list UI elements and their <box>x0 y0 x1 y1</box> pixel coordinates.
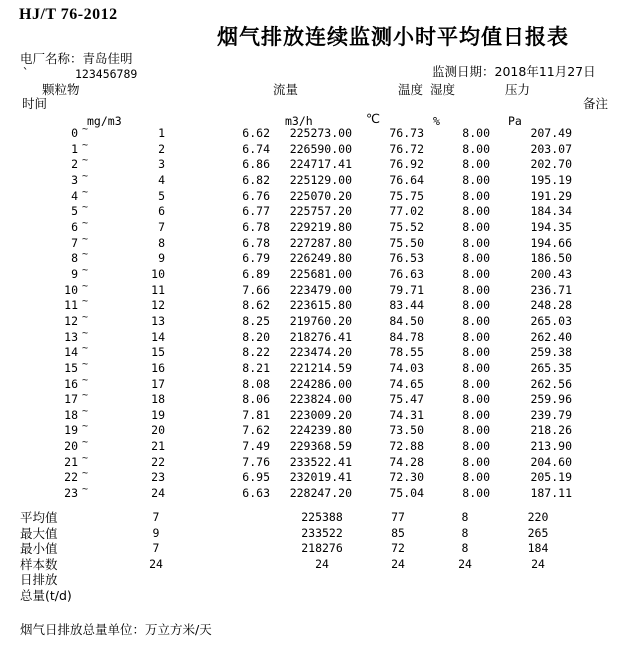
flow-value: 226590.00 <box>289 141 352 156</box>
table-row <box>0 204 624 220</box>
pressure-value: 184.34 <box>530 204 572 219</box>
particulate-value: 6.62 <box>242 126 270 140</box>
plant-name-label: 电厂名称： <box>20 51 83 66</box>
humidity-value: 8.00 <box>462 329 490 344</box>
humidity-value: 8.00 <box>462 282 490 297</box>
hour-start: 1 <box>71 141 78 156</box>
hour-end: 8 <box>158 235 165 250</box>
hour-start: 23 <box>64 486 78 501</box>
temperature-value: 76.92 <box>389 157 424 172</box>
table-row <box>0 311 624 330</box>
summary-label: 最小值 <box>20 541 58 556</box>
flow-value: 223474.20 <box>289 345 352 360</box>
hour-start: 6 <box>71 219 78 234</box>
particulate-value: 7.66 <box>242 282 270 297</box>
table-row <box>0 470 624 486</box>
hour-start: 10 <box>64 282 78 297</box>
summary-row <box>0 588 624 604</box>
summary-flow: 24 <box>315 556 329 571</box>
tilde-mark: ~ <box>82 170 89 182</box>
humidity-value: 8.00 <box>462 141 490 156</box>
flow-value: 228247.20 <box>289 486 352 501</box>
hour-start: 17 <box>64 392 78 407</box>
pressure-value: 194.66 <box>530 235 572 250</box>
particulate-value: 6.78 <box>242 219 270 234</box>
temperature-value: 77.02 <box>389 204 424 219</box>
temperature-value: 75.52 <box>389 219 424 234</box>
summary-row <box>0 557 624 573</box>
particulate-value: 7.62 <box>242 423 270 438</box>
humidity-value: 8.00 <box>462 486 490 501</box>
tilde-mark: ~ <box>82 249 89 261</box>
hour-start: 5 <box>71 204 78 219</box>
flow-value: 223615.80 <box>289 298 352 313</box>
particulate-value: 8.06 <box>242 392 270 407</box>
plant-name: 青岛佳明 <box>82 51 133 66</box>
summary-pressure: 24 <box>531 556 545 571</box>
temperature-value: 75.50 <box>389 235 424 250</box>
temperature-value: 74.03 <box>389 360 424 375</box>
flow-value: 225273.00 <box>289 126 352 140</box>
hour-start: 19 <box>64 423 78 438</box>
flow-value: 224239.80 <box>289 423 352 438</box>
particulate-value: 6.95 <box>242 470 270 485</box>
table-row <box>0 126 624 142</box>
table-row <box>0 298 624 314</box>
temperature-value: 84.78 <box>389 329 424 344</box>
humidity-value: 8.00 <box>462 423 490 438</box>
humidity-value: 8.00 <box>462 392 490 407</box>
temperature-value: 74.65 <box>389 376 424 391</box>
hour-end: 4 <box>158 172 165 187</box>
tilde-mark: ~ <box>82 233 89 245</box>
pressure-value: 200.43 <box>530 266 572 281</box>
humidity-value: 8.00 <box>462 188 490 203</box>
table-row <box>0 358 624 377</box>
tilde-mark: ~ <box>82 374 89 386</box>
flow-value: 225129.00 <box>289 172 352 187</box>
pressure-value: 218.26 <box>530 423 572 438</box>
particulate-value: 8.22 <box>242 345 270 360</box>
pressure-value: 202.70 <box>530 157 572 172</box>
summary-temperature: 72 <box>391 541 405 555</box>
hour-end: 23 <box>151 470 165 485</box>
humidity-value: 8.00 <box>462 251 490 266</box>
flow-value: 233522.41 <box>289 454 352 469</box>
temperature-value: 76.53 <box>389 251 424 266</box>
summary-label: 最大值 <box>20 525 58 541</box>
hour-end: 22 <box>151 454 165 469</box>
particulate-value: 6.76 <box>242 188 270 203</box>
tilde-mark: ~ <box>82 390 89 402</box>
hour-end: 7 <box>158 219 165 234</box>
hour-start: 14 <box>64 345 78 360</box>
temperature-value: 74.31 <box>389 407 424 422</box>
summary-temperature: 24 <box>391 556 405 571</box>
flow-value: 219760.20 <box>289 313 352 328</box>
humidity-value: 8.00 <box>462 235 490 250</box>
particulate-value: 6.89 <box>242 266 270 281</box>
summary-particulate: 9 <box>152 525 160 540</box>
particulate-value: 7.81 <box>242 407 270 422</box>
pressure-value: 186.50 <box>530 251 572 266</box>
tilde-mark: ~ <box>82 264 89 276</box>
tilde-mark: ~ <box>82 202 89 214</box>
table-row <box>0 280 624 299</box>
temperature-value: 73.50 <box>389 423 424 438</box>
hour-end: 5 <box>158 188 165 203</box>
table-row <box>0 217 624 236</box>
pressure-value: 262.56 <box>530 376 572 391</box>
col-header-temperature: 温度 <box>398 82 424 97</box>
hour-end: 18 <box>151 392 165 407</box>
hour-end: 12 <box>151 298 165 313</box>
summary-temperature: 85 <box>391 525 405 540</box>
flow-value: 229219.80 <box>289 219 352 234</box>
pressure-value: 265.03 <box>530 313 572 328</box>
temperature-value: 76.73 <box>389 126 424 140</box>
stray-mark: ` <box>22 66 30 80</box>
summary-rows <box>0 510 624 603</box>
humidity-value: 8.00 <box>462 298 490 313</box>
hour-start: 8 <box>71 251 78 266</box>
flow-value: 221214.59 <box>289 360 352 375</box>
particulate-value: 8.08 <box>242 376 270 391</box>
pressure-value: 191.29 <box>530 188 572 203</box>
hour-end: 15 <box>151 345 165 360</box>
table-row <box>0 392 624 408</box>
table-row <box>0 186 624 205</box>
hour-start: 16 <box>64 376 78 391</box>
summary-humidity: 8 <box>461 541 469 555</box>
pressure-value: 207.49 <box>530 126 572 140</box>
hour-end: 6 <box>158 204 165 219</box>
flow-value: 226249.80 <box>289 251 352 266</box>
flow-value: 224286.00 <box>289 376 352 391</box>
particulate-value: 6.86 <box>242 157 270 172</box>
summary-temperature: 77 <box>391 510 405 524</box>
humidity-value: 8.00 <box>462 126 490 140</box>
hour-end: 10 <box>151 266 165 281</box>
flow-value: 225070.20 <box>289 188 352 203</box>
temperature-value: 75.04 <box>389 486 424 501</box>
summary-humidity: 8 <box>461 510 469 524</box>
particulate-value: 6.78 <box>242 235 270 250</box>
humidity-value: 8.00 <box>462 376 490 391</box>
humidity-value: 8.00 <box>462 204 490 219</box>
table-row <box>0 170 624 189</box>
flow-value: 227287.80 <box>289 235 352 250</box>
pressure-value: 204.60 <box>530 454 572 469</box>
monitor-date-label: 监测日期： <box>432 64 495 79</box>
summary-row <box>0 526 624 542</box>
temperature-value: 72.30 <box>389 470 424 485</box>
table-row <box>0 157 624 173</box>
pressure-value: 203.07 <box>530 141 572 156</box>
hour-start: 13 <box>64 329 78 344</box>
tilde-mark: ~ <box>82 155 89 167</box>
pressure-value: 213.90 <box>530 439 572 454</box>
table-row <box>0 139 624 158</box>
summary-particulate: 7 <box>152 541 160 555</box>
flow-value: 229368.59 <box>289 439 352 454</box>
footer-note: 烟气日排放总量单位：万立方米/天 <box>20 622 212 637</box>
temperature-value: 83.44 <box>389 298 424 313</box>
particulate-value: 6.74 <box>242 141 270 156</box>
table-row <box>0 405 624 424</box>
col-header-particulate: 颗粒物 <box>42 82 80 97</box>
data-rows <box>0 126 624 502</box>
hour-start: 15 <box>64 360 78 375</box>
standard-number: HJ/T 76-2012 <box>19 6 118 23</box>
col-header-time: 时间 <box>22 96 48 111</box>
hour-end: 11 <box>151 282 165 297</box>
hour-start: 3 <box>71 172 78 187</box>
particulate-value: 8.62 <box>242 298 270 313</box>
summary-pressure: 265 <box>527 525 549 540</box>
summary-pressure: 184 <box>527 541 549 555</box>
pressure-value: 236.71 <box>530 282 572 297</box>
tilde-mark: ~ <box>82 217 89 229</box>
table-row <box>0 345 624 361</box>
tilde-mark: ~ <box>82 484 89 496</box>
hour-end: 2 <box>158 141 165 156</box>
summary-pressure: 220 <box>527 510 549 524</box>
tilde-mark: ~ <box>82 468 89 480</box>
monitor-date-line <box>432 65 596 79</box>
pressure-value: 265.35 <box>530 360 572 375</box>
unit-temperature: ℃ <box>366 111 381 126</box>
pressure-value: 248.28 <box>530 298 572 313</box>
pressure-value: 239.79 <box>530 407 572 422</box>
pressure-value: 195.19 <box>530 172 572 187</box>
temperature-value: 76.64 <box>389 172 424 187</box>
particulate-value: 6.79 <box>242 251 270 266</box>
tilde-mark: ~ <box>82 311 89 323</box>
summary-flow: 233522 <box>301 525 343 540</box>
hour-end: 19 <box>151 407 165 422</box>
summary-humidity: 8 <box>461 525 469 540</box>
humidity-value: 8.00 <box>462 360 490 375</box>
temperature-value: 72.88 <box>389 439 424 454</box>
hour-end: 1 <box>158 126 165 140</box>
flow-value: 218276.41 <box>289 329 352 344</box>
unit-flow: m3/h <box>285 114 313 128</box>
table-row <box>0 233 624 252</box>
temperature-value: 74.28 <box>389 454 424 469</box>
particulate-value: 6.63 <box>242 486 270 501</box>
hour-start: 7 <box>71 235 78 250</box>
hour-start: 0 <box>71 126 78 140</box>
summary-particulate: 7 <box>152 510 160 524</box>
tilde-mark: ~ <box>82 358 89 370</box>
tilde-mark: ~ <box>82 437 89 449</box>
temperature-value: 76.72 <box>389 141 424 156</box>
humidity-value: 8.00 <box>462 345 490 360</box>
hour-end: 17 <box>151 376 165 391</box>
humidity-value: 8.00 <box>462 219 490 234</box>
summary-label: 日排放 <box>20 572 58 587</box>
tilde-mark: ~ <box>82 327 89 339</box>
col-header-humidity: 湿度 <box>430 82 456 97</box>
humidity-value: 8.00 <box>462 313 490 328</box>
particulate-value: 6.82 <box>242 172 270 187</box>
particulate-value: 6.77 <box>242 204 270 219</box>
hour-start: 12 <box>64 313 78 328</box>
tilde-mark: ~ <box>82 452 89 464</box>
humidity-value: 8.00 <box>462 407 490 422</box>
hour-end: 3 <box>158 157 165 172</box>
particulate-value: 8.25 <box>242 313 270 328</box>
hour-start: 20 <box>64 439 78 454</box>
tilde-mark: ~ <box>82 421 89 433</box>
summary-label: 平均值 <box>20 510 58 525</box>
plant-name-line <box>20 52 133 66</box>
pressure-value: 259.38 <box>530 345 572 360</box>
tilde-mark: ~ <box>82 296 89 308</box>
hour-start: 2 <box>71 157 78 172</box>
report-title: 烟气排放连续监测小时平均值日报表 <box>217 25 569 49</box>
hour-start: 22 <box>64 470 78 485</box>
table-row <box>0 374 624 393</box>
hour-start: 4 <box>71 188 78 203</box>
temperature-value: 84.50 <box>389 313 424 328</box>
table-row <box>0 251 624 267</box>
particulate-value: 7.76 <box>242 454 270 469</box>
tilde-mark: ~ <box>82 280 89 292</box>
temperature-value: 76.63 <box>389 266 424 281</box>
temperature-value: 79.71 <box>389 282 424 297</box>
hour-end: 16 <box>151 360 165 375</box>
plant-code: 123456789 <box>75 67 138 81</box>
summary-row <box>0 510 624 526</box>
hour-end: 24 <box>151 486 165 501</box>
hour-start: 11 <box>64 298 78 313</box>
unit-particulate: mg/m3 <box>87 114 122 128</box>
summary-label: 样本数 <box>20 556 58 572</box>
hour-end: 20 <box>151 423 165 438</box>
hour-start: 21 <box>64 454 78 469</box>
summary-flow: 225388 <box>301 510 343 524</box>
temperature-value: 75.47 <box>389 392 424 407</box>
pressure-value: 187.11 <box>530 486 572 501</box>
tilde-mark: ~ <box>82 405 89 417</box>
humidity-value: 8.00 <box>462 454 490 469</box>
hour-start: 18 <box>64 407 78 422</box>
tilde-mark: ~ <box>82 139 89 151</box>
col-header-remark: 备注 <box>583 96 609 111</box>
col-header-pressure: 压力 <box>505 82 531 97</box>
tilde-mark: ~ <box>82 343 89 355</box>
table-row <box>0 486 624 502</box>
particulate-value: 7.49 <box>242 439 270 454</box>
table-row <box>0 423 624 439</box>
summary-humidity: 24 <box>458 556 472 571</box>
humidity-value: 8.00 <box>462 439 490 454</box>
particulate-value: 8.20 <box>242 329 270 344</box>
hour-end: 13 <box>151 313 165 328</box>
flow-value: 224717.41 <box>289 157 352 172</box>
summary-row <box>0 572 624 588</box>
temperature-value: 78.55 <box>389 345 424 360</box>
temperature-value: 75.75 <box>389 188 424 203</box>
col-header-flow: 流量 <box>273 82 299 97</box>
humidity-value: 8.00 <box>462 266 490 281</box>
hour-end: 21 <box>151 439 165 454</box>
pressure-value: 262.40 <box>530 329 572 344</box>
summary-flow: 218276 <box>301 541 343 555</box>
pressure-value: 194.35 <box>530 219 572 234</box>
flow-value: 225757.20 <box>289 204 352 219</box>
summary-row <box>0 541 624 557</box>
table-row <box>0 439 624 455</box>
hour-start: 9 <box>71 266 78 281</box>
pressure-value: 205.19 <box>530 470 572 485</box>
humidity-value: 8.00 <box>462 157 490 172</box>
table-row <box>0 264 624 283</box>
flow-value: 223824.00 <box>289 392 352 407</box>
tilde-mark: ~ <box>82 186 89 198</box>
flow-value: 232019.41 <box>289 470 352 485</box>
flow-value: 223479.00 <box>289 282 352 297</box>
particulate-value: 8.21 <box>242 360 270 375</box>
monitor-date-value: 2018年11月27日 <box>494 64 596 79</box>
humidity-value: 8.00 <box>462 172 490 187</box>
summary-label: 总量(t/d) <box>20 587 72 603</box>
flow-value: 225681.00 <box>289 266 352 281</box>
pressure-value: 259.96 <box>530 392 572 407</box>
tilde-mark: ~ <box>82 124 89 135</box>
unit-humidity: % <box>433 114 440 128</box>
table-row <box>0 327 624 346</box>
table-row <box>0 452 624 471</box>
flow-value: 223009.20 <box>289 407 352 422</box>
unit-pressure: Pa <box>508 114 522 128</box>
summary-particulate: 24 <box>149 556 163 571</box>
hour-end: 14 <box>151 329 165 344</box>
humidity-value: 8.00 <box>462 470 490 485</box>
hour-end: 9 <box>158 251 165 266</box>
